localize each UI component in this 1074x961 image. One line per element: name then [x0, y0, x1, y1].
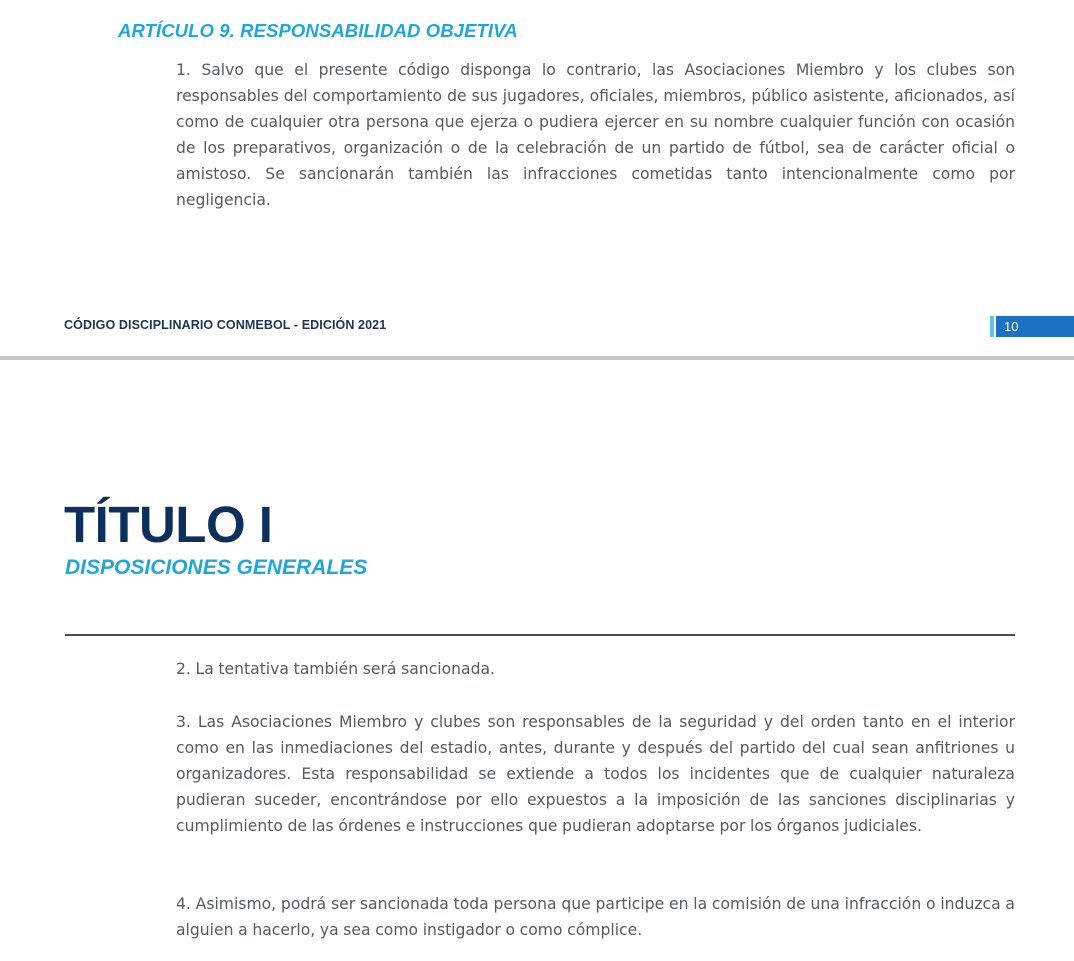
article-heading: ARTÍCULO 9. RESPONSABILIDAD OBJETIVA — [118, 20, 518, 41]
footer-document-title: CÓDIGO DISCIPLINARIO CONMEBOL - EDICIÓN 2021 — [64, 318, 387, 332]
section-title: TÍTULO I — [64, 496, 273, 553]
paragraph-1: 1. Salvo que el presente código disponga lo contrario, las Asociaciones Miembro y los clubes son responsables del comportamiento de sus jugadores, oficiales, miembros, público asistente, aficionados, así como de cualquier otra persona que ejerza o pudiera ejercer en su nombre cualquier función con ocasión de los preparativos, organización o de la celebración de un partido de fútbol, sea de carácter oficial o amistoso. Se sancionarán también las infracciones cometidas tanto intencionalmente como por negligencia. — [176, 61, 1015, 209]
section-subtitle: DISPOSICIONES GENERALES — [65, 556, 368, 579]
page-break-divider — [0, 356, 1074, 360]
paragraph-2: 2. La tentativa también será sancionada. — [176, 660, 496, 678]
page-number-tab — [990, 316, 1074, 337]
page-number: 10 — [1004, 319, 1019, 334]
section-rule — [65, 634, 1015, 636]
paragraph-4: 4. Asimismo, podrá ser sancionada toda persona que participe en la comisión de una infracción o induzca a alguien a hacerlo, ya sea como instigador o como cómplice. — [176, 895, 1015, 939]
page-tab-separator — [994, 316, 996, 337]
paragraph-3: 3. Las Asociaciones Miembro y clubes son responsables de la seguridad y del orden tanto en el interior como en las inmediaciones del estadio, antes, durante y después del partido del cual sean anfitriones u organizadores. Esta responsabilidad se extiende a todos los incidentes que de cualquier naturaleza pudieran suceder, encontrándose por ello expuestos a la imposición de las sanciones disciplinarias y cumplimiento de las órdenes e instrucciones que pudieran adoptarse por los órganos judiciales. — [176, 713, 1015, 835]
